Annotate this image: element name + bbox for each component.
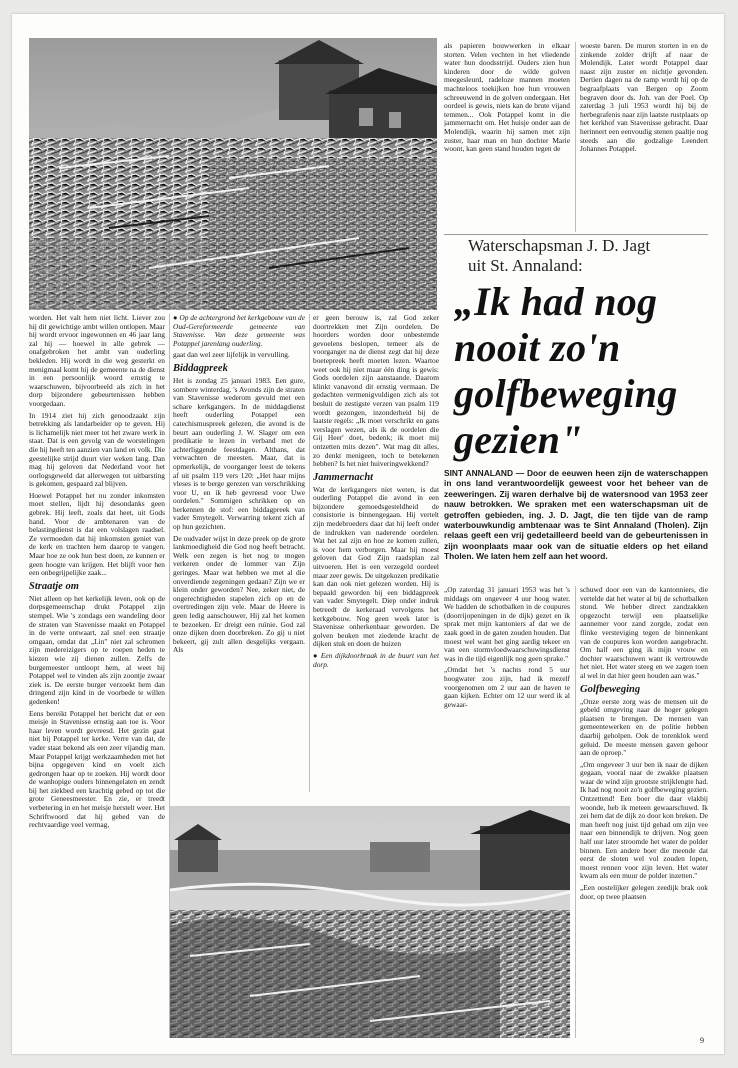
kicker-line-1: Waterschapsman J. D. Jagt bbox=[468, 236, 651, 255]
paragraph: „Een oostelijker gelegen zeedijk brak ook door, op twee plaatsen bbox=[580, 883, 708, 901]
paragraph: „Omdat het 's nachts rond 5 uur hoogwater zou zijn, had ik mezelf voorgenomen om 2 uur aan de haven te gaan kijken. Echter om 12 uur werd ik al gewaar- bbox=[444, 665, 570, 709]
column-3 bbox=[313, 314, 439, 792]
caption-text: Een dijkdoorbraak in de buurt van het dorp. bbox=[313, 650, 439, 669]
paragraph: Niet alleen op het kerkelijk leven, ook op de dorpsgemeenschap drukt Potappel zijn stempel. Wie 's zondags een wandeling door de straten van Stavenisse maakt en Potappel in de verte ontwaart, zal snel een straatje omgaan, omdat dat „Lin" niet zal schromen zijn medereizigers op te roepen heden te kiezen wie zij dienen zullen. Zelfs de burgemeester ontloopt hem, al weet hij Potappel wel te vinden als zijn zoontje zwaar ziek is. De eerste burger verzoekt hem dan dringend zijn kind in de voorbede te willen gedenken! bbox=[29, 593, 165, 706]
paragraph: worden. Het valt hem niet licht. Liever zou hij dit gewichtige ambt willen ontlopen. Maar hij wordt ervoor ingewonnen en 46 jaar lang zal hij — hoewel in alle gebrek — onafgebroken het ambt van ouderling bekleden. Hij wordt in die weg gesterkt en menigmaal komt hij de gemeente na de dienst in een persoonlijk woord ernstig te waarschuwen, bijvoorbeeld als zich in het dorp bijzondere gebeurtenissen hebben voorgedaan. bbox=[29, 314, 165, 408]
paragraph: Wat de kerkgangers niet weten, is dat ouderling Potappel die avond in een bijzondere gemoedsgesteldheid de consistorie is binnengegaan. Hij vertelt zijn medebroeders daar dat hij leeft onder de indrukken van naderende oordelen. Wat het zal zijn en hoe ze komen zullen, is voor hem verborgen. Maar hij moest geloven dat God Zijn raadsplan zal uitvoeren. Het is een verzegeld oordeel maar zeer gewis. De uitgekozen predikatie kan dan ook niet gelezen worden. Hij is bepaald geworden bij een biddagpreek van vader Smytegelt. Diep onder indruk betreedt de kerkeraad vervolgens het kerkgebouw. Nog geen week later is Stavenisse onherkenbaar geworden. De golven beuken met ziedende kracht de dijken stuk en doen de huizen bbox=[313, 484, 439, 649]
subheading-golfbeweging: Golfbeweging bbox=[580, 683, 641, 695]
paragraph: „Om ongeveer 3 uur ben ik naar de dijken gegaan, vooral naar de zwakke plaatsen waar de wind zijn grootste strijklengte had. Ik had nog nooit zo'n golfbeweging gezien. Ontzettend! Een boer die daar vlakbij woonde, heb ik meteen gewaarschuwd. Ik zei hem dat de dijk zo door kon breken. De man heeft nog juist tijd gehad om zijn vee naar een binnendijk te drijven. Nog geen half uur later stroomde het water de polder binnen. Een andere boer die meende dat eerst de sloten wel vol zouden lopen, moest rennen voor zijn leven. Het water kwam als een muur de polder inzetten." bbox=[580, 759, 708, 881]
kicker-line-2: uit St. Annaland: bbox=[468, 256, 583, 275]
flood-village-image bbox=[29, 38, 437, 310]
column-1 bbox=[29, 314, 165, 1038]
paragraph: gaat dan wel zeer lijfelijk in vervulling. bbox=[173, 350, 290, 360]
headline-line-2: nooit zo'n bbox=[454, 325, 621, 370]
column-5 bbox=[580, 586, 708, 1038]
paragraph: In 1914 ziet hij zich genoodzaakt zijn betrekking als landarbeider op te geven. Hij is lichamelijk niet meer tot het zware werk in staat. Dat is een gevolg van de worstelingen die hij heeft ten aanzien van land en volk. Die geestelijke strijd duurt vier weken lang. Dan mag hij geloven dat Nederland voor het oorlogsgeweld dat allerwegen tot uitbarsting is gekomen, gespaard zal blijven. bbox=[29, 410, 165, 489]
column-divider bbox=[309, 314, 310, 792]
column-2 bbox=[173, 314, 305, 792]
dike-breach-image bbox=[170, 806, 570, 1038]
caption-bullet: ● bbox=[173, 314, 178, 322]
subheading-biddagpreek: Biddagpreek bbox=[173, 362, 228, 374]
photo-dike-breach bbox=[170, 806, 570, 1038]
paragraph: schuwd door een van de kantonniers, die vertelde dat het water al bij de schotbalken stond. We hebber direct zandzakken opgezocht terwijl een plaatselijke aannemer voor zand zorgde, zodat een flinke versteviging tegen de binnenkant van de coupures kon worden aangebracht. Om half een ging ik mijn vrouw en dochter waarschuwen want ik vertrouwde het niet. Het water steeg en we zagen toen al wel in dat hier geen houden aan was." bbox=[580, 586, 708, 680]
photo-caption-top bbox=[173, 314, 305, 348]
headline-line-1: „Ik had nog bbox=[454, 279, 658, 324]
photo-flood-village bbox=[29, 38, 437, 310]
headline-line-4: gezien" bbox=[454, 417, 583, 462]
paragraph: Eens bereikt Potappel het bericht dat er een meisje in Stavenisse ernstig aan toe is. Voor haar leven wordt gevreesd. Het gezin gaat niet bij Potappel ter kerke. Verre van dat, de vader staat bekend als een zeer vijandig man. Maar Potappel krijgt werkzaamheden met het bijna opgegeven kind en voelt zich gedrongen haar op te zoeken. Hij wordt door de wanhopige ouders binnengelaten en zendt bij het ziekbed een krachtig gebed op tot die grote Geneesmeester. En zie, er treedt verbetering in en het meisje herstelt weer. Het Schriftwoord dat hij gebed van de rechtvaardige veel vermag, bbox=[29, 708, 165, 830]
column-continuation-4 bbox=[444, 42, 570, 230]
caption-text: Op de achtergrond het kerkgebouw van de Oud-Gereformeerde gemeente van Stavenisse. Van deze gemeente was Potappel jarenlang ouderling. bbox=[173, 314, 305, 348]
column-divider bbox=[575, 586, 576, 1038]
paragraph: De oudvader wijst in deze preek op de grote lankmoedigheid die God nog heeft betracht. Welk een zegen is het nog te mogen verkeren onder de lommer van Zijn geringes. Maar wat hebben we met al die onverdiende zegeningen gedaan? Zijn we er klein onder geworden? Nee, zeker niet, de ongerechtigheden stapelen zich op en de overtredingen zijn vele. Maar de Heere is geen ledig aanschouwer, Hij zal het komen te bezoeken. Er dreigt een ruïnie. God zal onze dijken doen doorbreken. Zo gij u niet bekeert, gij zult allen desgelijks vergaan. Als bbox=[173, 533, 305, 655]
column-divider bbox=[575, 42, 576, 232]
photo-caption-bottom bbox=[313, 652, 439, 669]
section-rule bbox=[444, 234, 708, 235]
article-lead: SINT ANNALAND — Door de eeuwen heen zijn de waterschappen in ons land verantwoordelijk geweest voor het beheer van de zeeweringen. Zij waren derhalve bij de watersnood van 1953 zeer nauw betrokken. We spraken met een waterschapsman uit de getroffen gebieden, ing. J. D. Jagt, die ten tijde van de ramp waterbouwkundig ambtenaar was te Sint Annaland (Tholen). Zijn relaas geeft een vrij gedetailleerd beeld van de gebeurtenissen in zijn woonplaats maar ook van de situatie elders op het eiland Tholen. We laten hem zelf aan het woord. bbox=[444, 468, 708, 562]
column-4 bbox=[444, 586, 570, 798]
paragraph: „Onze eerste zorg was de mensen uit de gebeld omgeving naar de hoger gelegen plaatsen te brengen. De mensen van gemeentewerken en de politie hebben daarbij geholpen. Ook de torenklok werd geluid. De meeste mensen gaven gehoor aan de oproep." bbox=[580, 696, 708, 758]
newspaper-page bbox=[12, 14, 724, 1054]
column-continuation-5 bbox=[580, 42, 708, 230]
caption-bullet: ● bbox=[313, 650, 319, 660]
headline-line-3: golfbeweging bbox=[454, 371, 678, 416]
paragraph: er geen berouw is, zal God zeker doortrekken met Zijn oordelen. De hoorders worden door onbestemde gevoelens beslopen, temeer als de voorganger na de dienst zegt dat hij deze boetepreek heeft moeten lezen. Waartoe weet ook hij niet maar één ding is gewis: Gods oordelen zijn aanstaande. Daarom klinkt vanavond dit ernstig vermaan. De gedachten vermenigvuldigen zich als tot besluit de zestigste verzen van psalm 119 wordt gezongen, inzonderheid bij de laatste regels: „Ik moet verschrikt en gans verslagen wezen, als ik de oordelen die Gij Heer' doet, bedenk; ik moet mij ontzetten mits dezen". Wat mag dit alles, zo denkt menigeen, toch te betekenen hebben? Is het niet huiveringwekkend? bbox=[313, 314, 439, 469]
subheading-jammernacht: Jammernacht bbox=[313, 471, 374, 483]
subheading-straatje-om: Straatje om bbox=[29, 580, 79, 592]
paragraph: woeste baren. De muren storten in en de zinkende zolder drijft af naar de Molendijk. Later wordt Potappel daar naast zijn zuster en nichtje gevonden. Dertien dagen na de ramp wordt hij op de begraafplaats van Bergen op Zoom begraven door ds. Joh. van der Poel. Op zaterdag 3 juli 1953 wordt hij bij de herbegrafenis naar zijn laatste rustplaats op het kerkhof van Stavenisse gebracht. Daar herinnert een eenvoudig stenen paaltje nog steeds aan die godzalige Leendert Johannes Potappel. bbox=[580, 42, 708, 154]
page-number: 9 bbox=[700, 1036, 704, 1045]
paragraph: „Op zaterdag 31 januari 1953 was het 's middags om ongeveer 4 uur hoog water. We hadden de schotbalken in de coupures (doorrijopeningen in de dijk) gezet en ik sprak met mijn kantoniers af dat we de zaak goed in de gaten zouden houden. Dat moest wel want het ging aardig tekeer en van een stormvloedwaarschuwingsdienst was in die tijd eigenlijk nog geen sprake." bbox=[444, 586, 570, 663]
paragraph: Hoewel Potappel het nu zonder inkomsten moet stellen, lijdt hij desondanks geen gebrek. Hij leeft, zoals dat heet, uit Gods hand. Voor de ambtenaren van de belastingdienst is dat een volslagen raadsel. Ze vermoeden dat hij inkomsten geniet van de kerk en trachten hem daarop te vangen. Maar hoe ze ook hun best doen, ze kunnen er geen hoogte van krijgen. Het blijft voor hen een onbegrijpelijke zaak... bbox=[29, 490, 165, 578]
paragraph: Het is zondag 25 januari 1983. Een gure, sombere winterdag. 's Avonds zijn de straten van Stavenisse wederom gevuld met een schare kerkgangers. In de middagdienst heeft ouderling Potappel een catechismuspreek gelezen, die avond is de beurt aan ouderling J. W. Slager om een predikatie te lezen in verband met de achterliggende feestdagen. Althans, dat verwachten de meesten. Maar, dat is opmerkelijk, de voorganger leest de tekens af uit psalm 119 vers 120: „Het haar mijns vleses is te berge gerezen van verschrikking voor U, en ik heb gevreesd voor Uwe oordelen." Sommigen schrikken op en herkennen de stof: een biddagpreek van vader Smytegelt. Verwarring tekent zich af op hun gezichten. bbox=[173, 375, 305, 532]
paragraph: als papieren bouwwerken in elkaar storten. Velen vechten in het vliedende water hun doodsstrijd. Ouders zien hun kinderen door de wilde golven meegesleurd, radeloze mannen moeten machteloos toekijken hoe hun vrouwen schreeuwend in de golven ondergaan. Het oordeel is gewis, niets kan de brute vijand temmen... Ook Potappel komt in die jammernacht om. Het huisje onder aan de Molendijk, waarin hij samen met zijn zuster, haar man en hun dochter Marie woont, kan geen stand houden tegen de bbox=[444, 42, 570, 154]
